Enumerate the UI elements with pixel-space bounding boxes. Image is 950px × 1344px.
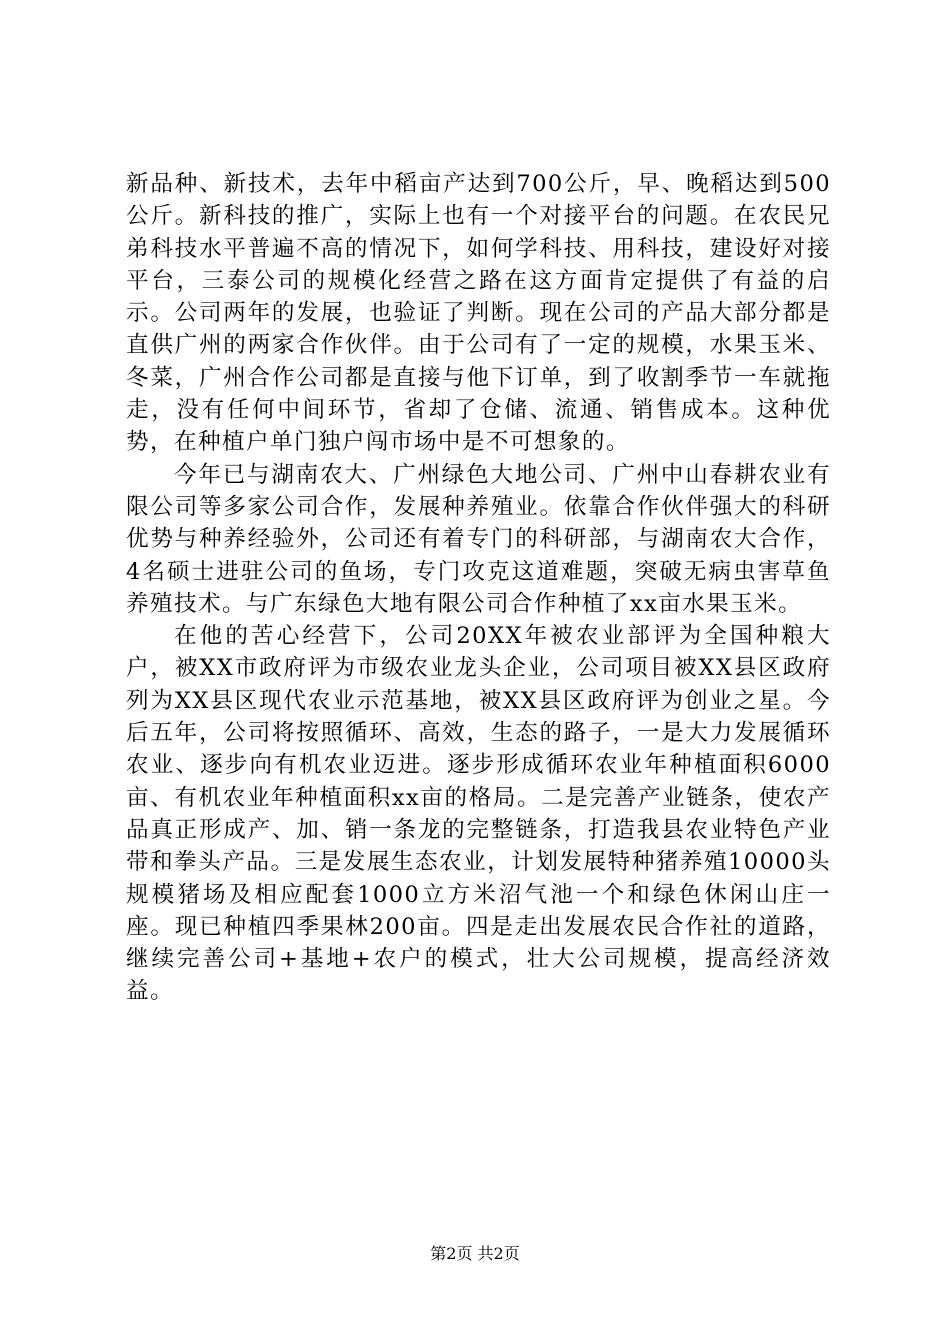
page-footer — [0, 1244, 950, 1264]
paragraph-2: 今年已与湖南农大、广州绿色大地公司、广州中山春耕农业有限公司等多家公司合作，发展种养殖业。依靠合作伙伴强大的科研优势与种养经验外，公司还有着专门的科研部，与湖南农大合作，4名硕士进驻公司的鱼场，专门攻克这道难题，突破无病虫害草鱼养殖技术。与广东绿色大地有限公司合作种植了xx亩水果玉米。 — [126, 461, 831, 617]
paragraph-1: 新品种、新技术，去年中稻亩产达到700公斤，早、晚稻达到500公斤。新科技的推广，实际上也有一个对接平台的问题。在农民兄弟科技水平普遍不高的情况下，如何学科技、用科技，建设好对接平台，三泰公司的规模化经营之路在这方面肯定提供了有益的启示。公司两年的发展，也验证了判断。现在公司的产品大部分都是直供广州的两家合作伙伴。由于公司有了一定的规模，水果玉米、冬菜，广州合作公司都是直接与他下订单，到了收割季节一车就拖走，没有任何中间环节，省却了仓储、流通、销售成本。这种优势，在种植户单门独户闯市场中是不可想象的。 — [126, 171, 831, 456]
document-body — [126, 168, 831, 1008]
paragraph-3: 在他的苦心经营下，公司20XX年被农业部评为全国种粮大户，被XX市政府评为市级农业龙头企业，公司项目被XX县区政府列为XX县区现代农业示范基地，被XX县区政府评为创业之星。今后五年，公司将按照循环、高效，生态的路子，一是大力发展循环农业、逐步向有机农业迈进。逐步形成循环农业年种植面积6000亩、有机农业年种植面积xx亩的格局。二是完善产业链条，使农产品真正形成产、加、销一条龙的完整链条，打造我县农业特色产业带和拳头产品。三是发展生态农业，计划发展特种猪养殖10000头规模猪场及相应配套1000立方米沼气池一个和绿色休闲山庄一座。现已种植四季果林200亩。四是走出发展农民合作社的道路，继续完善公司+基地+农户的模式，壮大公司规模，提高经济效益。 — [126, 623, 831, 1005]
page-number: 第2页 共2页 — [430, 1244, 520, 1263]
